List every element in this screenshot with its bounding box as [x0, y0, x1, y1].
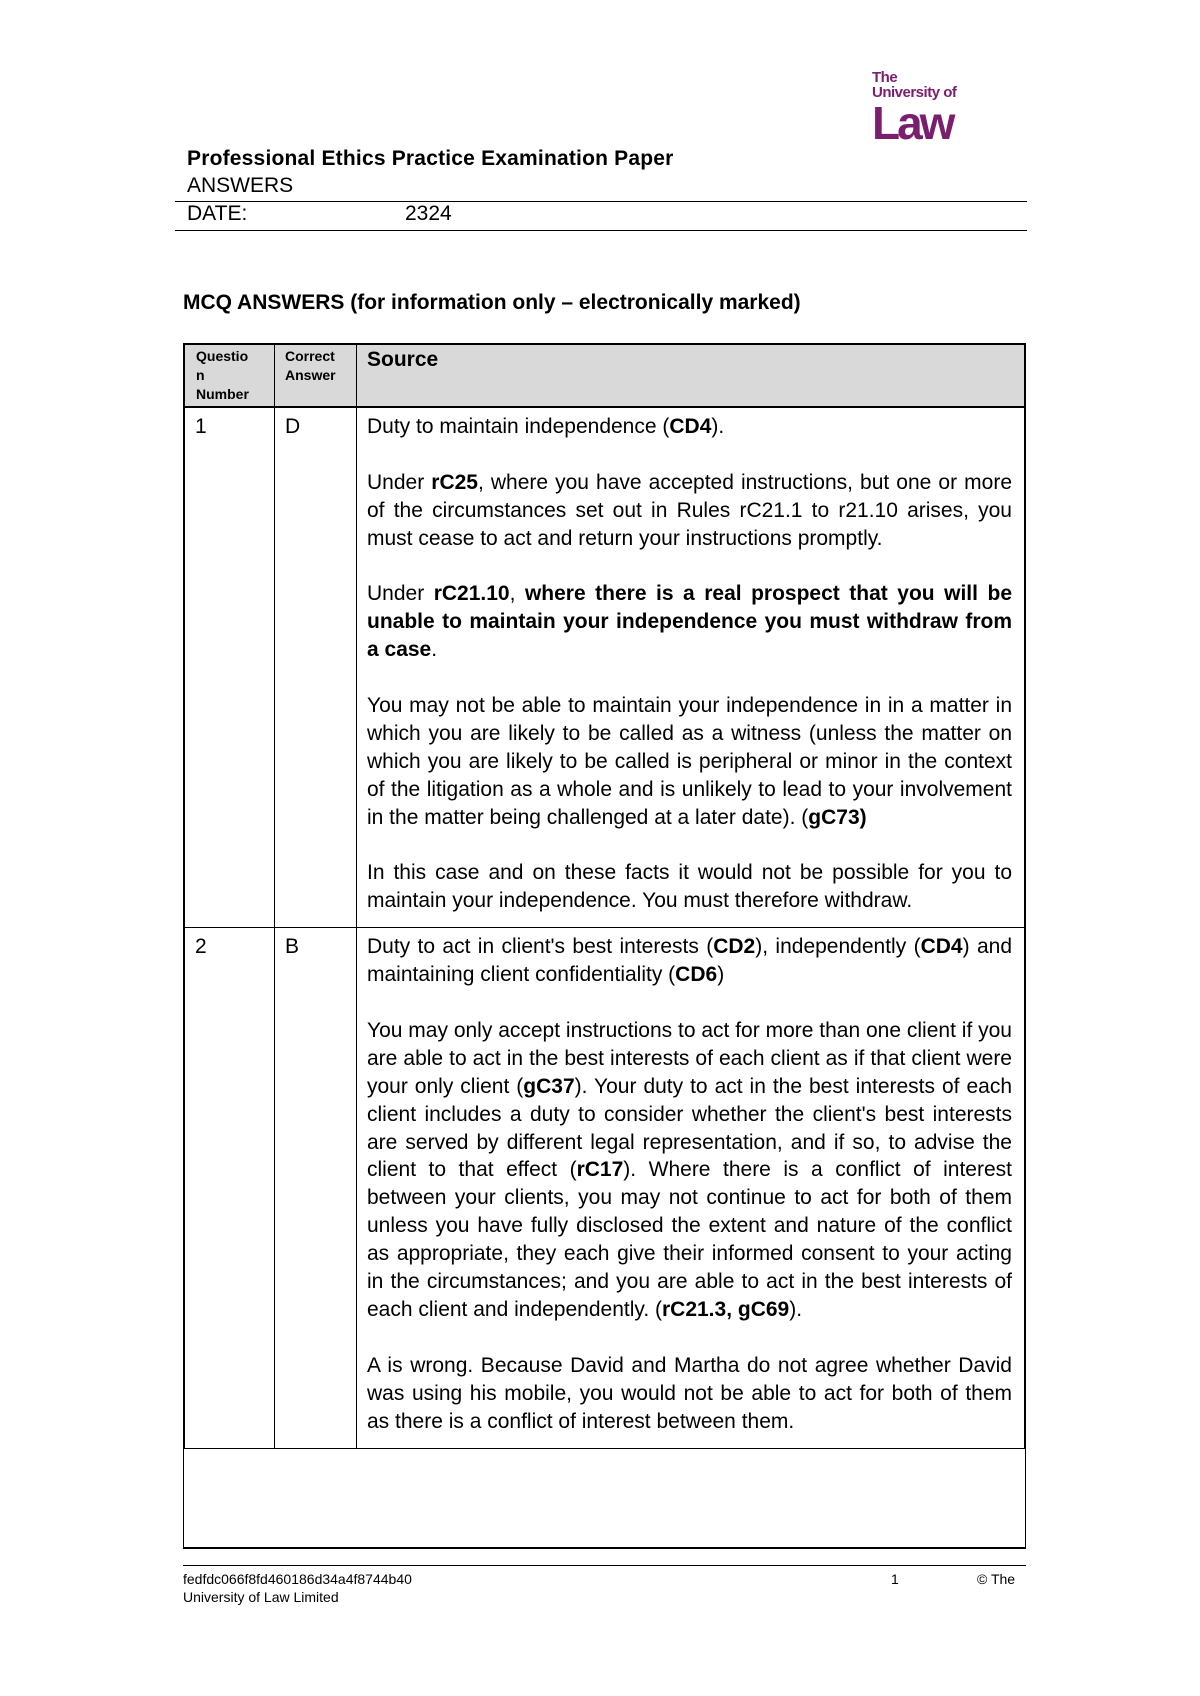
footer-document-id: fedfdc066f8fd460186d34a4f8744b40 [183, 1571, 412, 1587]
rule-reference: gC73) [808, 805, 867, 829]
answers-table-container [183, 343, 1026, 1549]
rule-reference: rC17 [576, 1158, 624, 1182]
source-text: Under [367, 470, 432, 494]
source-text: . [431, 638, 438, 662]
source-text: ). [789, 1298, 803, 1322]
source-text: A is wrong. Because David and Martha do not agree whether David was using his mobile, you would not be able to act for both of them as there is a conflict of interest between them. [367, 1353, 1012, 1433]
source-text: ). [711, 415, 725, 438]
rule-reference: CD2 [713, 935, 756, 959]
answers-subtitle: ANSWERS [187, 174, 294, 197]
source-text: ) [717, 963, 725, 987]
rule-reference: CD6 [675, 963, 718, 987]
rule-reference: rC21.3, gC69 [661, 1298, 790, 1322]
logo-line-1: The [872, 69, 898, 86]
source-text: ). Where there is a conflict of interest between your clients, you may not continue to act for both of them unless you have fully disclosed the extent and nature of the conflict as appropriate, they each give their informed consent to your acting in the circumstances; and you are able to act in the best interests of each client and independently. ( [367, 1158, 1012, 1322]
source-paragraph [367, 580, 1012, 664]
logo-line-3: Law [872, 97, 953, 149]
rule-reference: CD4 [920, 935, 963, 959]
source-text: You may only accept instructions to act for more than one client if you are able to act in the best interests of each client as if that client were your only client ( [367, 1018, 1012, 1098]
question-number-cell: 2 [185, 928, 275, 1448]
logo-line-2: University of [872, 84, 957, 101]
answers-subtitle-row [175, 174, 1027, 202]
footer-divider [183, 1565, 1026, 1566]
table-row [185, 407, 1025, 928]
source-text: Duty to act in client's best interests ( [367, 935, 714, 959]
source-text: , [509, 582, 525, 606]
answers-table [184, 344, 1025, 1449]
source-paragraph [367, 859, 1012, 915]
rule-reference: where there is a real prospect that you will be unable to maintain your independence you must withdraw from a case [367, 582, 1012, 662]
university-of-law-logo [872, 69, 972, 149]
source-text: Duty to maintain independence ( [367, 415, 670, 438]
correct-answer-cell: D [275, 407, 357, 928]
date-label: DATE: [187, 202, 248, 225]
source-paragraph [367, 933, 1012, 989]
source-text: ) and maintaining client confidentiality ( [367, 935, 1012, 987]
rule-reference: CD4 [669, 415, 712, 438]
header-question-number: Questio n Number [185, 345, 275, 408]
correct-answer-cell: B [275, 928, 357, 1448]
source-paragraph [367, 1352, 1012, 1436]
source-paragraph [367, 1017, 1012, 1324]
source-text: In this case and on these facts it would not be possible for you to maintain your independence. You must therefore withdraw. [367, 861, 1012, 913]
header-correct-answer: Correct Answer [275, 345, 357, 408]
date-value: 2324 [405, 202, 452, 225]
source-text: , where you have accepted instructions, but one or more of the circumstances set out in Rules rC21.1 to r21.10 arises, you must cease to act and return your instructions promptly. [367, 470, 1012, 550]
source-paragraph [367, 692, 1012, 832]
question-number-cell: 1 [185, 407, 275, 928]
source-cell [357, 928, 1025, 1448]
source-text: Under [367, 582, 434, 606]
date-row [175, 202, 1027, 231]
rule-reference: rC21.10 [433, 582, 510, 606]
document-title: Professional Ethics Practice Examination Paper [187, 147, 674, 170]
source-paragraph [367, 413, 1012, 441]
header-source: Source [357, 345, 1025, 408]
source-text: You may not be able to maintain your independence in in a matter in which you are likely to be called as a witness (unless the matter on which you are likely to be called is peripheral or minor in the context of the litigation as a whole and is unlikely to lead to your involvement in the matter being challenged at a later date). ( [367, 694, 1012, 829]
section-heading: MCQ ANSWERS (for information only – electronically marked) [183, 291, 801, 314]
table-row [185, 928, 1025, 1448]
source-text: ). Your duty to act in the best interests of each client includes a duty to consider whether the client's best interests are served by different legal representation, and if so, to advise the client to that effect ( [367, 1074, 1012, 1182]
footer-organisation: University of Law Limited [183, 1589, 339, 1605]
source-cell [357, 407, 1025, 928]
source-paragraph [367, 469, 1012, 553]
source-text: ), independently ( [755, 935, 921, 959]
rule-reference: rC25 [431, 470, 478, 494]
footer-page-number: 1 [891, 1571, 899, 1587]
footer-copyright: © The [977, 1571, 1016, 1587]
table-header-row [185, 345, 1025, 408]
rule-reference: gC37 [523, 1074, 575, 1098]
